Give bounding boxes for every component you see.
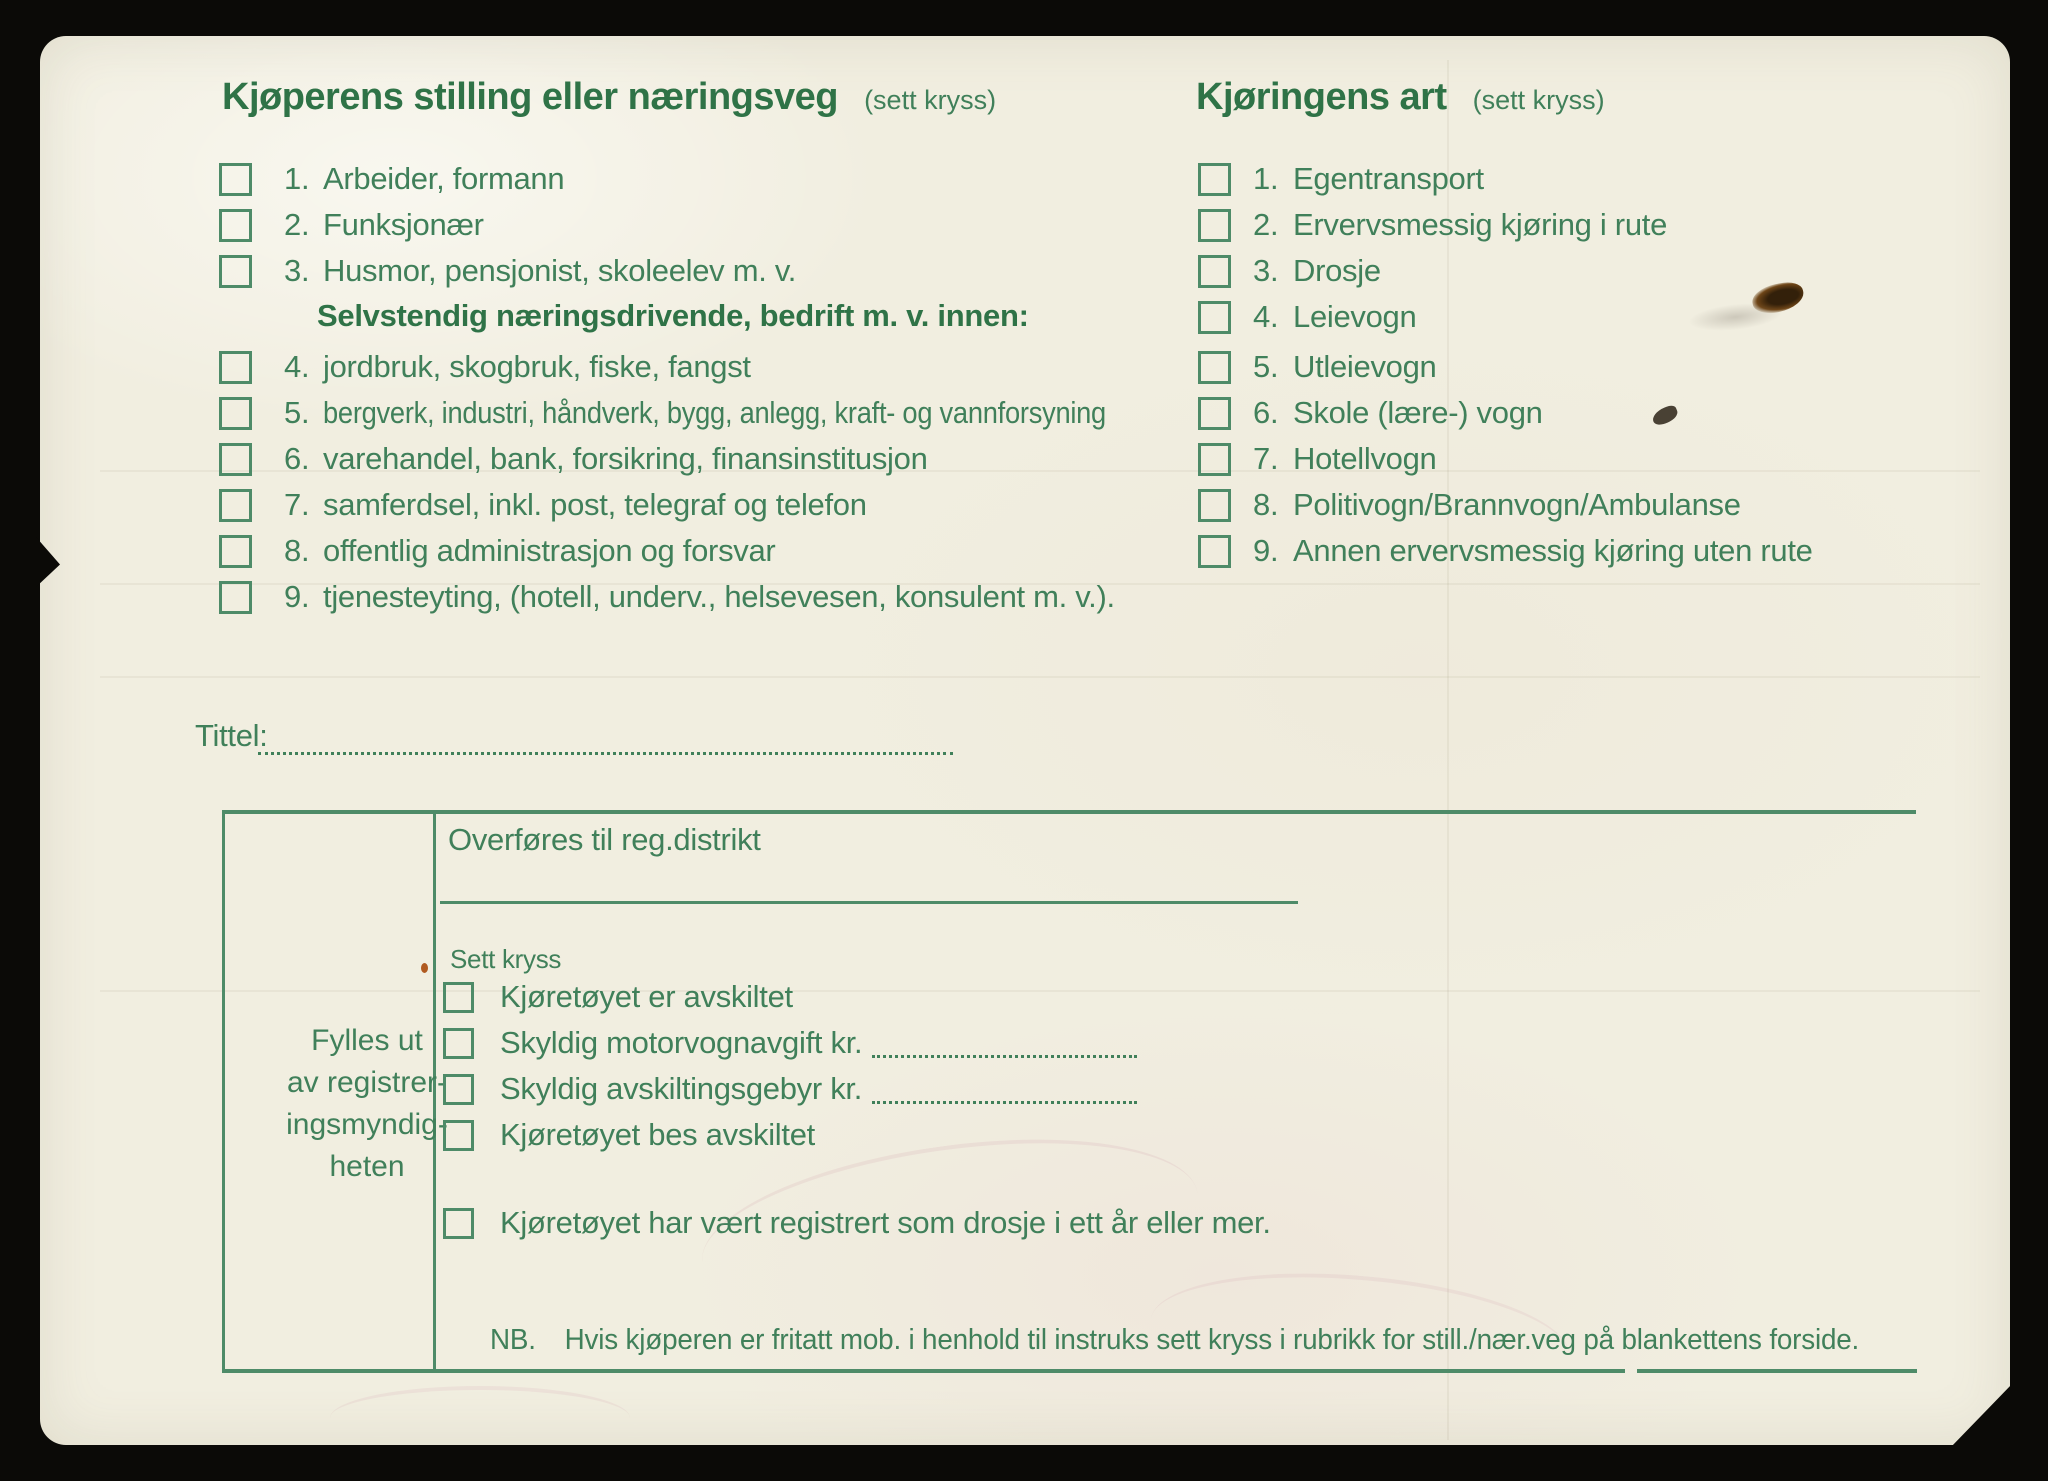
side-label-line-1: Fylles ut [311, 1024, 423, 1057]
right-section-title: Kjøringens art [1196, 76, 1447, 118]
left-item-2-label: Funksjonær [323, 207, 484, 242]
right-item-3-checkbox[interactable] [1198, 255, 1231, 288]
right-item-2-number: 2. [1253, 207, 1279, 242]
left-item-7-checkbox[interactable] [219, 489, 252, 522]
left-item-3-label: Husmor, pensjonist, skoleelev m. v. [323, 253, 797, 288]
registry-item-1-label: Kjøretøyet er avskiltet [500, 979, 793, 1014]
right-item-5-checkbox[interactable] [1198, 351, 1231, 384]
left-item-8-number: 8. [284, 533, 310, 568]
left-item-3 [219, 252, 796, 290]
right-item-6 [1198, 394, 1543, 432]
left-item-3-checkbox[interactable] [219, 255, 252, 288]
left-item-7-number: 7. [284, 487, 310, 522]
right-item-1-number: 1. [1253, 161, 1279, 196]
registry-box-top-border [222, 810, 1916, 814]
right-item-4 [1198, 298, 1416, 336]
left-item-8-label: offentlig administrasjon og forsvar [323, 533, 776, 568]
nb-prefix: NB. [490, 1324, 536, 1356]
right-item-3-number: 3. [1253, 253, 1279, 288]
right-item-2 [1198, 206, 1667, 244]
left-item-9-label: tjenesteyting, (hotell, underv., helsevesen, konsulent m. v.). [323, 579, 1115, 614]
left-item-6-number: 6. [284, 441, 310, 476]
left-item-9 [219, 578, 1115, 616]
right-item-9 [1198, 532, 1813, 570]
right-item-8-number: 8. [1253, 487, 1279, 522]
paper-showthrough-line [100, 676, 1980, 678]
right-item-9-label: Annen ervervsmessig kjøring uten rute [1293, 533, 1813, 568]
registry-item-3-label: Skyldig avskiltingsgebyr kr. [500, 1071, 863, 1106]
faint-pink-mark [330, 1386, 630, 1450]
registry-box-bottom-border-right [1637, 1369, 1917, 1373]
left-section-title: Kjøperens stilling eller næringsveg [222, 76, 838, 118]
right-item-3 [1198, 252, 1381, 290]
right-item-5 [1198, 348, 1436, 386]
right-item-8-checkbox[interactable] [1198, 489, 1231, 522]
left-item-4-checkbox[interactable] [219, 351, 252, 384]
orange-speck [421, 963, 428, 973]
registry-item-1 [443, 978, 793, 1016]
registry-item-5-checkbox[interactable] [443, 1208, 474, 1239]
registry-box-left-border [222, 810, 225, 1372]
left-item-5 [219, 394, 1213, 432]
right-item-8-label: Politivogn/Brannvogn/Ambulanse [1293, 487, 1741, 522]
right-item-2-label: Ervervsmessig kjøring i rute [1293, 207, 1668, 242]
right-item-1 [1198, 160, 1484, 198]
registry-item-4-label: Kjøretøyet bes avskiltet [500, 1117, 815, 1152]
faint-pink-mark [1145, 1258, 1574, 1418]
paper-showthrough-line [100, 990, 1980, 992]
registry-item-5-label: Kjøretøyet har vært registrert som drosje i ett år eller mer. [500, 1205, 1271, 1240]
right-item-8 [1198, 486, 1741, 524]
right-item-7-label: Hotellvogn [1293, 441, 1437, 476]
right-item-5-label: Utleievogn [1293, 349, 1437, 384]
left-item-2 [219, 206, 484, 244]
registry-item-4-checkbox[interactable] [443, 1120, 474, 1151]
left-item-1-number: 1. [284, 161, 310, 196]
left-section-subheader: Selvstendig næringsdrivende, bedrift m. v. innen: [317, 298, 1029, 333]
left-item-1-checkbox[interactable] [219, 163, 252, 196]
right-item-3-label: Drosje [1293, 253, 1381, 288]
left-item-9-checkbox[interactable] [219, 581, 252, 614]
left-item-7 [219, 486, 867, 524]
right-item-6-checkbox[interactable] [1198, 397, 1231, 430]
registry-item-2-label: Skyldig motorvognavgift kr. [500, 1025, 863, 1060]
side-label-line-3: ingsmyndig- [286, 1108, 448, 1141]
left-item-1-label: Arbeider, formann [323, 161, 565, 196]
left-item-9-number: 9. [284, 579, 310, 614]
side-label-line-4: heten [329, 1150, 405, 1183]
dark-speck [1650, 404, 1680, 428]
left-item-5-checkbox[interactable] [219, 397, 252, 430]
registry-box-side-label [264, 1020, 470, 1188]
registry-item-3-checkbox[interactable] [443, 1074, 474, 1105]
right-item-6-label: Skole (lære-) vogn [1293, 395, 1543, 430]
transfer-district-label: Overføres til reg.distrikt [448, 822, 761, 857]
left-item-7-label: samferdsel, inkl. post, telegraf og telefon [323, 487, 867, 522]
paper-crease [1447, 60, 1449, 1440]
right-item-4-checkbox[interactable] [1198, 301, 1231, 334]
left-item-3-number: 3. [284, 253, 310, 288]
right-item-7-checkbox[interactable] [1198, 443, 1231, 476]
tittel-label: Tittel: [195, 718, 268, 753]
right-item-4-label: Leievogn [1293, 299, 1417, 334]
right-item-6-number: 6. [1253, 395, 1279, 430]
registry-item-4 [443, 1116, 815, 1154]
sett-kryss-label: Sett kryss [450, 944, 562, 974]
right-item-9-checkbox[interactable] [1198, 535, 1231, 568]
form-card [40, 36, 2010, 1445]
right-section-header [1196, 76, 1605, 119]
left-item-6 [219, 440, 928, 478]
registry-item-2-amount-line[interactable] [872, 1029, 1137, 1058]
left-section-header [222, 76, 996, 119]
tittel-fill-line[interactable] [258, 722, 953, 755]
right-item-4-number: 4. [1253, 299, 1279, 334]
left-item-4-label: jordbruk, skogbruk, fiske, fangst [323, 349, 751, 384]
right-item-9-number: 9. [1253, 533, 1279, 568]
left-item-2-checkbox[interactable] [219, 209, 252, 242]
right-item-7 [1198, 440, 1436, 478]
left-item-4 [219, 348, 751, 386]
registry-item-3 [443, 1070, 1137, 1108]
right-item-1-checkbox[interactable] [1198, 163, 1231, 196]
side-label-line-2: av registrer- [286, 1066, 448, 1099]
grey-smudge [1687, 299, 1784, 335]
right-item-2-checkbox[interactable] [1198, 209, 1231, 242]
registry-item-3-amount-line[interactable] [872, 1075, 1137, 1104]
left-item-4-number: 4. [284, 349, 310, 384]
left-item-1 [219, 160, 564, 198]
right-item-5-number: 5. [1253, 349, 1279, 384]
left-item-5-number: 5. [284, 395, 310, 430]
right-section-hint: (sett kryss) [1472, 85, 1605, 115]
left-item-2-number: 2. [284, 207, 310, 242]
nb-text: Hvis kjøperen er fritatt mob. i henhold til instruks sett kryss i rubrikk for still./nær.veg på blankettens forside. [564, 1324, 1860, 1356]
right-item-7-number: 7. [1253, 441, 1279, 476]
registry-item-2 [443, 1024, 1137, 1062]
left-item-6-checkbox[interactable] [219, 443, 252, 476]
left-section-hint: (sett kryss) [864, 85, 997, 115]
transfer-district-fill-line[interactable] [440, 901, 1298, 904]
left-item-8-checkbox[interactable] [219, 535, 252, 568]
left-item-5-label: bergverk, industri, håndverk, bygg, anlegg, kraft- og vannforsyning [323, 395, 1106, 430]
registry-item-1-checkbox[interactable] [443, 982, 474, 1013]
registry-item-2-checkbox[interactable] [443, 1028, 474, 1059]
right-item-1-label: Egentransport [1293, 161, 1484, 196]
left-item-6-label: varehandel, bank, forsikring, finansinstitusjon [323, 441, 928, 476]
left-item-8 [219, 532, 775, 570]
